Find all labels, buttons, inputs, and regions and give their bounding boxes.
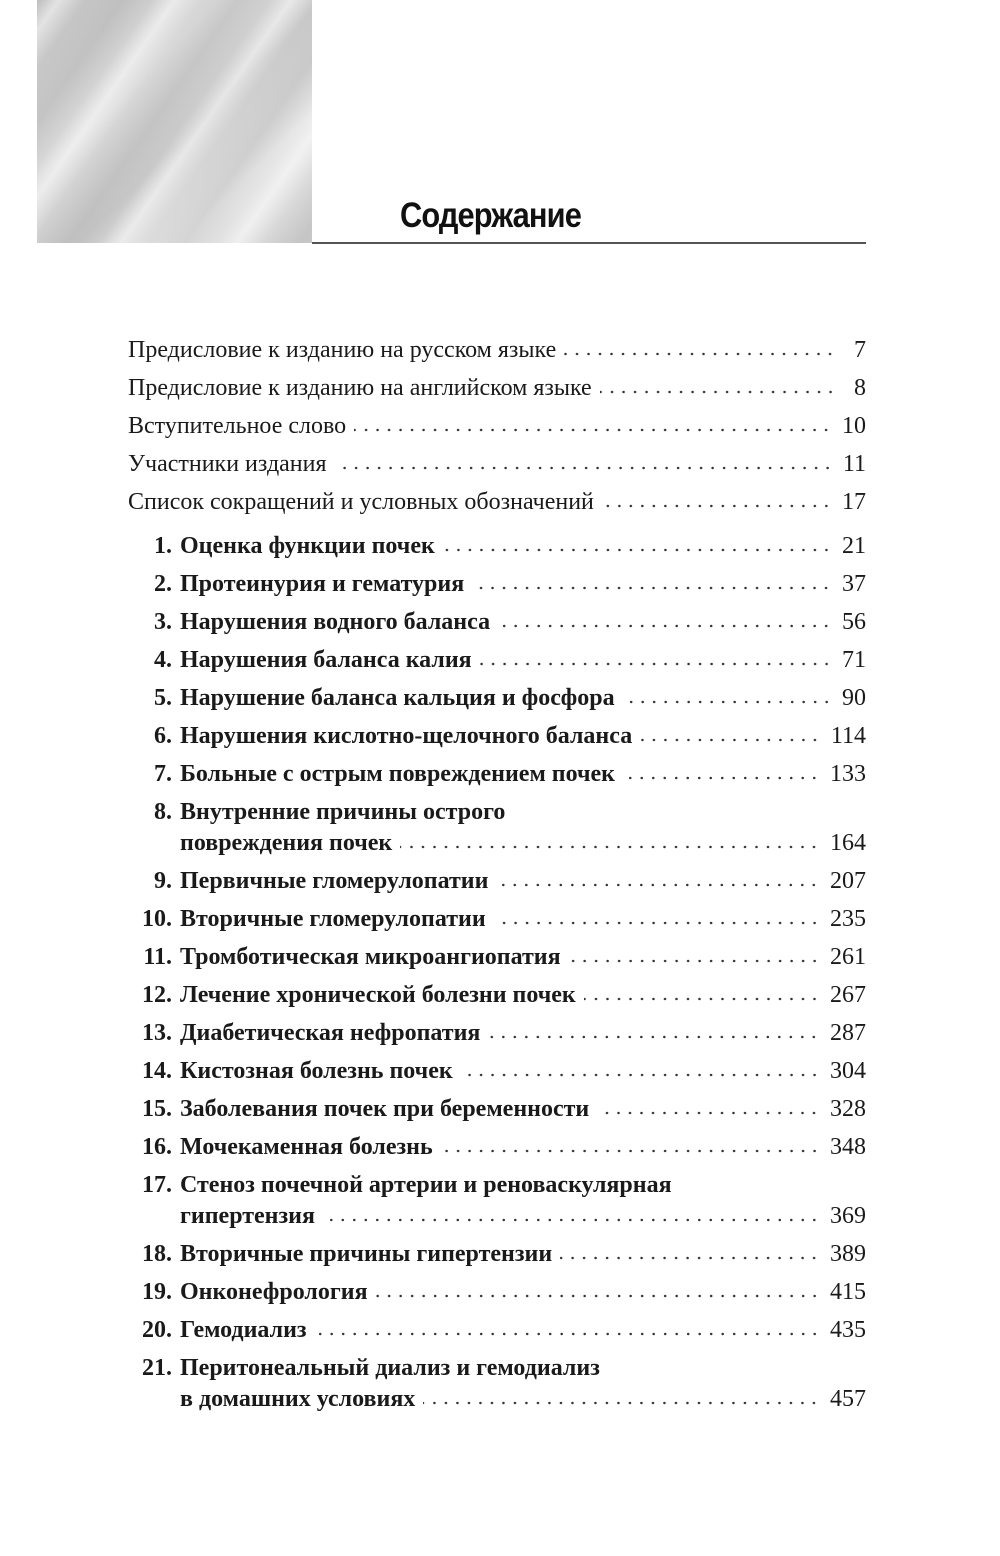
chapter-page: 56 xyxy=(842,609,866,635)
toc-entry-page: 8 xyxy=(854,375,866,401)
chapter-number: 9. xyxy=(154,868,172,894)
toc-chapter-line[interactable] xyxy=(128,1090,866,1128)
chapter-number: 6. xyxy=(154,723,172,749)
toc-chapter-line[interactable] xyxy=(128,1128,866,1166)
dot-leader xyxy=(423,1400,820,1406)
toc-chapter-line[interactable] xyxy=(128,565,866,603)
chapter-title: Внутренние причины острого xyxy=(180,799,506,825)
chapter-page: 261 xyxy=(830,944,866,970)
title-rule xyxy=(312,242,866,244)
dot-leader xyxy=(488,1034,820,1040)
toc-chapter-line[interactable] xyxy=(128,862,866,900)
chapter-number: 11. xyxy=(143,944,172,970)
chapter-title: повреждения почек xyxy=(180,830,393,856)
chapter-page: 304 xyxy=(830,1058,866,1084)
toc-entry-page: 11 xyxy=(842,451,866,477)
chapter-page: 71 xyxy=(842,647,866,673)
toc-chapter-line[interactable] xyxy=(128,1311,866,1349)
chapter-title: Нарушения баланса калия xyxy=(180,647,472,673)
chapter-title: Перитонеальный диализ и гемодиализ xyxy=(180,1355,600,1381)
dot-leader xyxy=(569,958,820,964)
toc-chapter-line[interactable] xyxy=(128,717,866,755)
chapter-number: 1. xyxy=(154,533,172,559)
chapter-number: 20. xyxy=(142,1317,172,1343)
toc-chapter-line[interactable] xyxy=(128,755,866,793)
toc-chapter-line[interactable] xyxy=(128,1235,866,1273)
toc-chapter-line[interactable] xyxy=(128,976,866,1014)
chapter-number: 13. xyxy=(142,1020,172,1046)
chapter-page: 369 xyxy=(830,1203,866,1229)
chapter-title: Заболевания почек при беременности xyxy=(180,1096,590,1122)
chapter-title: Стеноз почечной артерии и реноваскулярная xyxy=(180,1172,672,1198)
dot-leader xyxy=(472,585,832,591)
chapter-page: 389 xyxy=(830,1241,866,1267)
chapter-title: Лечение хронической болезни почек xyxy=(180,982,576,1008)
chapter-number: 10. xyxy=(142,906,172,932)
chapter-title: Мочекаменная болезнь xyxy=(180,1134,433,1160)
chapter-page: 21 xyxy=(842,533,866,559)
chapter-page: 287 xyxy=(830,1020,866,1046)
chapter-title: Тромботическая микроангиопатия xyxy=(180,944,561,970)
chapter-page: 133 xyxy=(830,761,866,787)
chapter-page: 435 xyxy=(830,1317,866,1343)
chapter-number: 16. xyxy=(142,1134,172,1160)
dot-leader xyxy=(461,1072,820,1078)
dot-leader xyxy=(584,996,820,1002)
chapter-title: Первичные гломерулопатии xyxy=(180,868,489,894)
toc-entry[interactable] xyxy=(128,445,866,483)
toc-entry-page: 10 xyxy=(842,413,866,439)
chapter-number: 12. xyxy=(142,982,172,1008)
toc-entry[interactable] xyxy=(128,369,866,407)
dot-leader xyxy=(441,1148,820,1154)
toc-entry[interactable] xyxy=(128,483,866,521)
toc-entry-title: Предисловие к изданию на английском языке xyxy=(128,375,592,401)
toc-chapter-line[interactable] xyxy=(128,1273,866,1311)
chapter-page: 328 xyxy=(830,1096,866,1122)
dot-leader xyxy=(315,1331,820,1337)
toc-chapter-line[interactable] xyxy=(128,1014,866,1052)
dot-leader xyxy=(564,351,836,357)
chapter-number: 19. xyxy=(142,1279,172,1305)
toc-entry[interactable] xyxy=(128,407,866,445)
chapter-number: 17. xyxy=(142,1172,172,1198)
chapter-title: Протеинурия и гематурия xyxy=(180,571,465,597)
toc-chapter-line[interactable] xyxy=(128,1166,866,1197)
chapter-title: Нарушения водного баланса xyxy=(180,609,491,635)
dot-leader xyxy=(498,623,832,629)
chapter-title: Нарушения кислотно-щелочного баланса xyxy=(180,723,633,749)
toc-chapter-line[interactable] xyxy=(128,793,866,824)
chapter-title: Вторичные гломерулопатии xyxy=(180,906,486,932)
toc-entry-page: 7 xyxy=(854,337,866,363)
toc-chapter-line[interactable] xyxy=(128,641,866,679)
dot-leader xyxy=(640,737,821,743)
page-title: Содержание xyxy=(400,196,581,235)
dot-leader xyxy=(560,1255,820,1261)
chapter-title: Вторичные причины гипертензии xyxy=(180,1241,553,1267)
toc-entry-title: Вступительное слово xyxy=(128,413,347,439)
chapter-title: Кистозная болезнь почек xyxy=(180,1058,453,1084)
toc-chapter-line[interactable] xyxy=(128,603,866,641)
chapter-number: 14. xyxy=(142,1058,172,1084)
chapter-page: 235 xyxy=(830,906,866,932)
dot-leader xyxy=(354,427,832,433)
chapter-title: Нарушение баланса кальция и фосфора xyxy=(180,685,615,711)
dot-leader xyxy=(443,547,832,553)
toc-chapter-line[interactable] xyxy=(128,900,866,938)
chapter-number: 2. xyxy=(154,571,172,597)
toc-entry[interactable] xyxy=(128,331,866,369)
dot-leader xyxy=(602,503,832,509)
toc-entry-title: Участники издания xyxy=(128,451,327,477)
chapter-number: 3. xyxy=(154,609,172,635)
dot-leader xyxy=(623,699,832,705)
chapter-number: 8. xyxy=(154,799,172,825)
dot-leader xyxy=(623,775,820,781)
chapter-title: в домашних условиях xyxy=(180,1386,416,1412)
toc-chapter-line[interactable] xyxy=(128,1052,866,1090)
toc-chapter-line[interactable] xyxy=(128,679,866,717)
chapter-page: 164 xyxy=(830,830,866,856)
chapter-number: 5. xyxy=(154,685,172,711)
dot-leader xyxy=(480,661,832,667)
chapter-title: Диабетическая нефропатия xyxy=(180,1020,481,1046)
chapter-page: 348 xyxy=(830,1134,866,1160)
chapter-title: Онконефрология xyxy=(180,1279,368,1305)
dot-leader xyxy=(597,1110,820,1116)
dot-leader xyxy=(494,920,820,926)
toc-chapter-line[interactable] xyxy=(128,527,866,565)
chapter-number: 18. xyxy=(142,1241,172,1267)
chapter-number: 21. xyxy=(142,1355,172,1381)
dot-leader xyxy=(323,1217,820,1223)
toc-chapter-line[interactable] xyxy=(128,938,866,976)
table-of-contents xyxy=(128,331,866,1418)
chapter-title: Гемодиализ xyxy=(180,1317,307,1343)
chapter-title: гипертензия xyxy=(180,1203,315,1229)
chapter-page: 114 xyxy=(830,723,866,749)
dot-leader xyxy=(496,882,820,888)
chapter-number: 4. xyxy=(154,647,172,673)
toc-entry-page: 17 xyxy=(842,489,866,515)
chapter-page: 207 xyxy=(830,868,866,894)
chapter-number: 15. xyxy=(142,1096,172,1122)
chapter-page: 415 xyxy=(830,1279,866,1305)
chapter-title: Больные с острым повреждением почек xyxy=(180,761,616,787)
decorative-header-image xyxy=(37,0,312,243)
dot-leader xyxy=(600,389,836,395)
toc-chapter-line[interactable] xyxy=(128,1349,866,1380)
chapter-page: 267 xyxy=(830,982,866,1008)
dot-leader xyxy=(376,1293,820,1299)
chapter-page: 457 xyxy=(830,1386,866,1412)
chapter-number: 7. xyxy=(154,761,172,787)
chapter-page: 37 xyxy=(842,571,866,597)
dot-leader xyxy=(335,465,833,471)
chapter-page: 90 xyxy=(842,685,866,711)
toc-entry-title: Список сокращений и условных обозначений xyxy=(128,489,594,515)
toc-entry-title: Предисловие к изданию на русском языке xyxy=(128,337,557,363)
dot-leader xyxy=(400,844,820,850)
chapter-title: Оценка функции почек xyxy=(180,533,435,559)
